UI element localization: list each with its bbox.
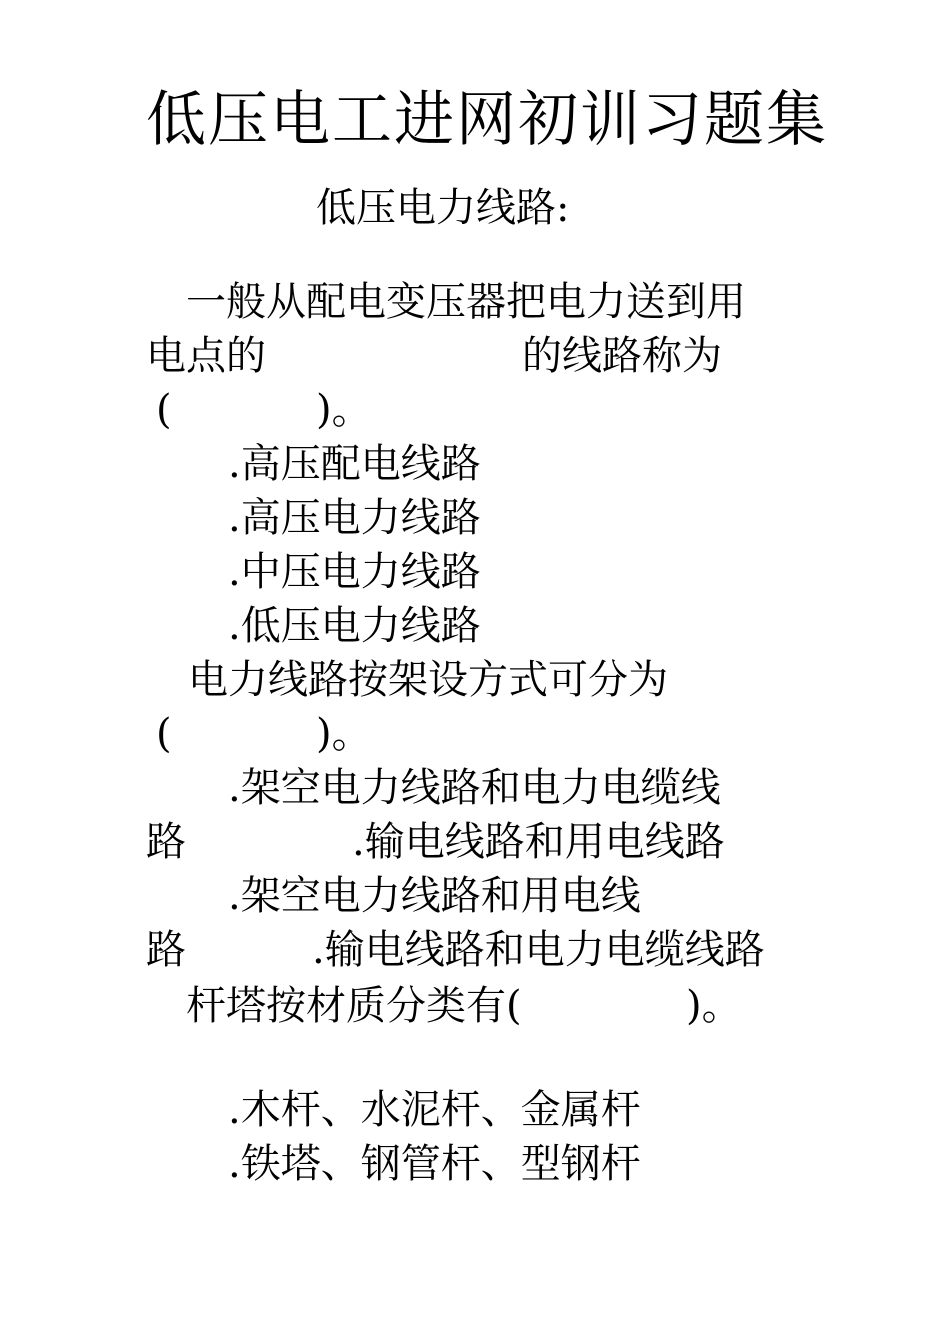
question-1-stem-line-2a: 电点的: [146, 333, 266, 379]
question-1-option-a: .高压配电线路: [228, 441, 481, 487]
question-2-option-d: .输电线路和电力电缆线路: [312, 927, 765, 973]
question-1-blank-close: )。: [316, 387, 372, 433]
question-1-option-d: .低压电力线路: [228, 603, 481, 649]
section-heading: 低压电力线路:: [316, 185, 570, 231]
question-2-blank-close: )。: [316, 711, 372, 757]
question-1-option-c: .中压电力线路: [228, 549, 481, 595]
question-2-option-a-cont: 路: [146, 819, 186, 865]
question-1-option-b: .高压电力线路: [228, 495, 481, 541]
question-1-stem-line-1: 一般从配电变压器把电力送到用: [186, 279, 746, 325]
question-2-option-c: .架空电力线路和用电线: [228, 873, 641, 919]
question-3-option-b: .铁塔、钢管杆、型钢杆: [228, 1141, 641, 1187]
question-3-stem: 杆塔按材质分类有(: [186, 983, 522, 1029]
question-3-blank-close: )。: [686, 983, 742, 1029]
question-1-blank-open: (: [156, 387, 172, 433]
question-2-blank-open: (: [156, 711, 172, 757]
question-2-option-b: .输电线路和用电线路: [352, 819, 725, 865]
question-2-option-a: .架空电力线路和电力电缆线: [228, 765, 721, 811]
question-2-stem: 电力线路按架设方式可分为: [188, 657, 668, 703]
question-3-option-a: .木杆、水泥杆、金属杆: [228, 1087, 641, 1133]
document-title: 低压电工进网初训习题集: [146, 85, 828, 155]
question-1-stem-line-2b: 的线路称为: [522, 333, 722, 379]
question-2-option-c-cont: 路: [146, 927, 186, 973]
